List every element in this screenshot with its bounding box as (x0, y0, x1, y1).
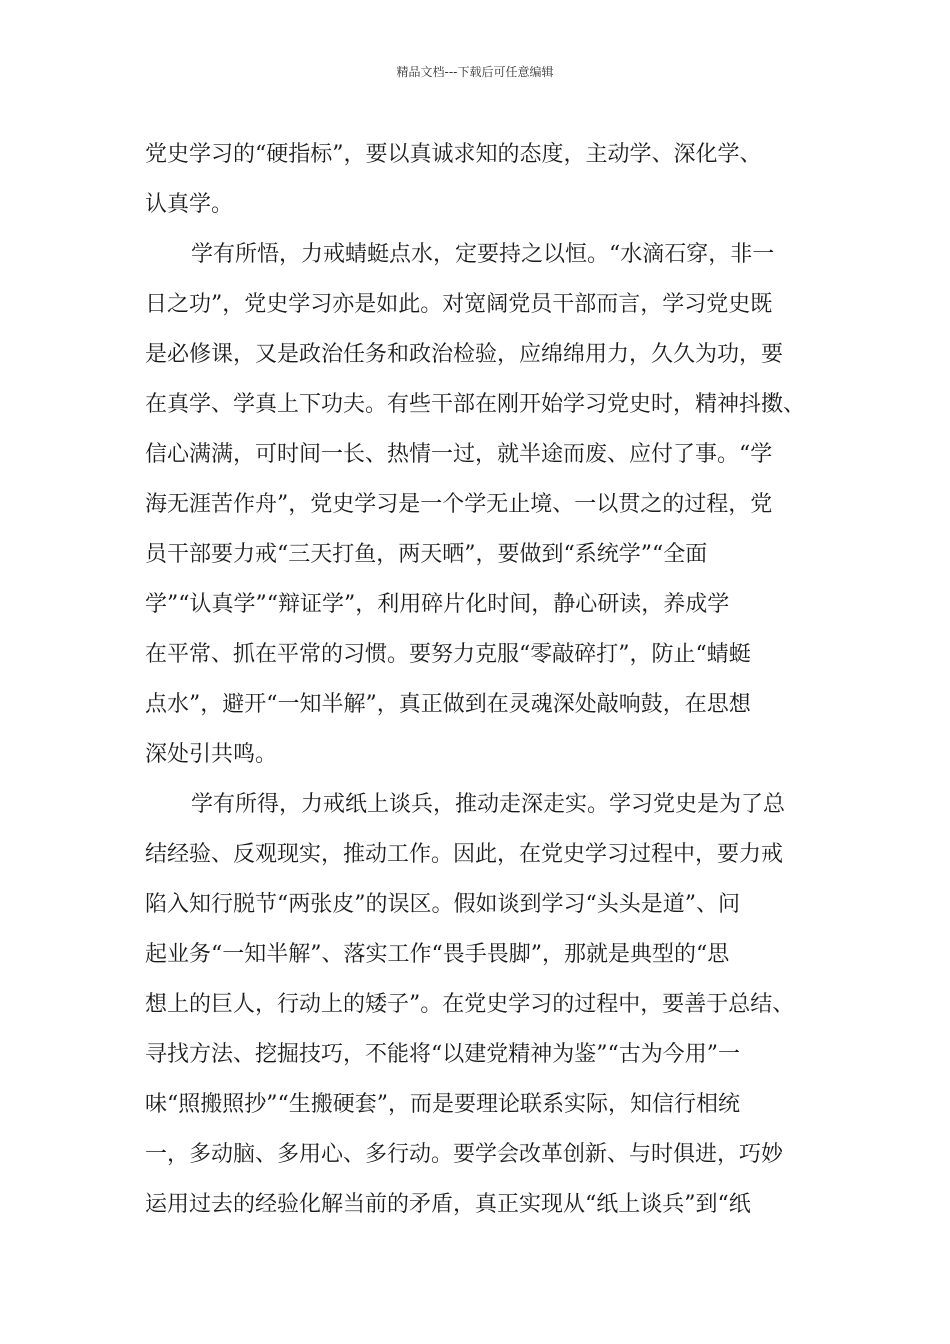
paragraph-1 (145, 130, 825, 230)
text-line: 结经验、反观现实，推动工作。因此，在党史学习过程中，要力戒 (145, 842, 784, 867)
text-line: 日之功”，党史学习亦是如此。对宽阔党员干部而言，学习党史既 (145, 292, 773, 317)
text-line: 陷入知行脱节“两张皮”的误区。假如谈到学习“头头是道”、问 (145, 892, 740, 917)
text-line: 员干部要力戒“三天打鱼，两天晒”，要做到“系统学”“全面 (145, 542, 708, 567)
text-line: 寻找方法、挖掘技巧，不能将“以建党精神为鉴”“古为今用”一 (145, 1042, 740, 1067)
paragraph-2 (145, 230, 825, 780)
text-line: 起业务“一知半解”、落实工作“畏手畏脚”，那就是典型的“思 (145, 942, 730, 967)
text-line: 认真学。 (145, 192, 234, 217)
text-line: 深处引共鸣。 (145, 742, 278, 767)
text-line: 在真学、学真上下功夫。有些干部在刚开始学习党史时，精神抖擞、 (145, 392, 806, 417)
text-line: 点水”，避开“一知半解”，真正做到在灵魂深处敲响鼓，在思想 (145, 692, 751, 717)
text-line: 运用过去的经验化解当前的矛盾，真正实现从“纸上谈兵”到“纸 (145, 1192, 751, 1217)
text-line: 味“照搬照抄”“生搬硬套”，而是要理论联系实际，知信行相统 (145, 1092, 740, 1117)
text-line-first: 学有所得，力戒纸上谈兵，推动走深走实。学习党史是为了总 (191, 792, 786, 817)
text-line: 学”“认真学”“辩证学”，利用碎片化时间，静心研读，养成学 (145, 592, 730, 617)
text-line-first: 学有所悟，力戒蜻蜓点水，定要持之以恒。“水滴石穿，非一 (191, 242, 775, 267)
document-body (145, 130, 825, 1230)
text-line: 一，多动脑、多用心、多行动。要学会改革创新、与时俱进，巧妙 (145, 1142, 784, 1167)
text-line: 想上的巨人，行动上的矮子”。在党史学习的过程中，要善于总结、 (145, 992, 795, 1017)
text-line: 在平常、抓在平常的习惯。要努力克服“零敲碎打”，防止“蜻蜓 (145, 642, 751, 667)
text-line: 是必修课，又是政治任务和政治检验，应绵绵用力，久久为功，要 (145, 342, 784, 367)
paragraph-3 (145, 780, 825, 1230)
text-line: 海无涯苦作舟”，党史学习是一个学无止境、一以贯之的过程，党 (145, 492, 773, 517)
text-line: 党史学习的“硬指标”，要以真诚求知的态度，主动学、深化学、 (145, 142, 762, 167)
text-line: 信心满满，可时间一长、热情一过，就半途而废、应付了事。“学 (145, 442, 773, 467)
page-header: 精品文档---下载后可任意编辑 (396, 65, 554, 79)
